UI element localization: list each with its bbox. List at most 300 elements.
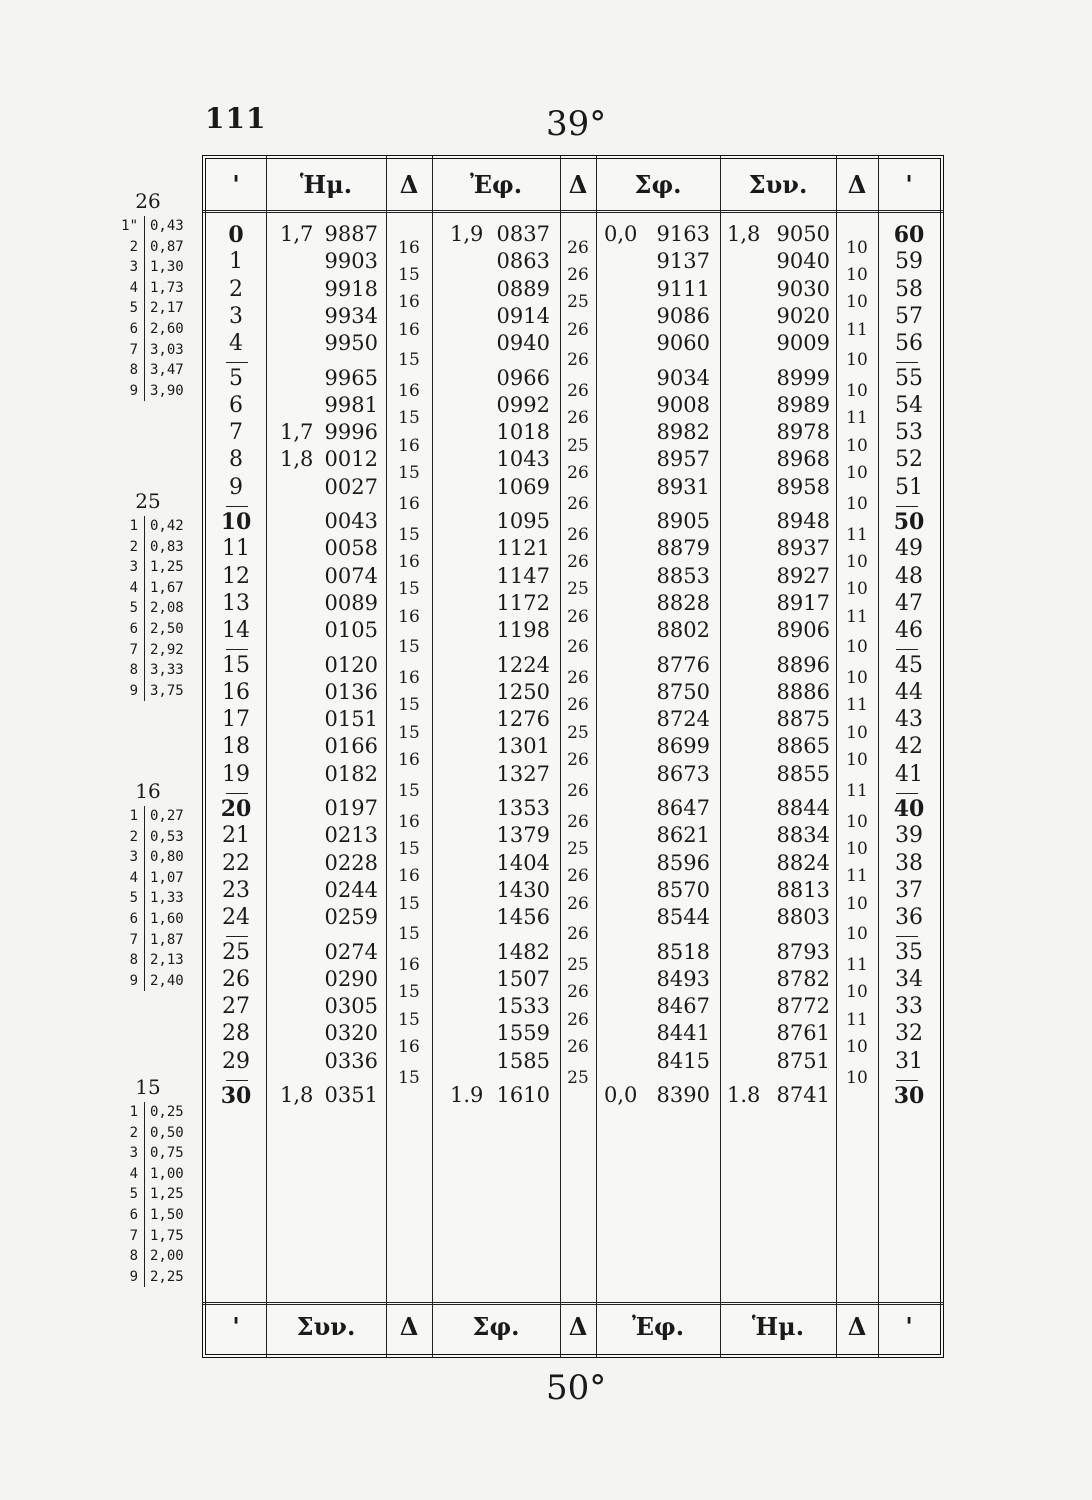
pp-seconds: 4 xyxy=(108,1164,145,1185)
pp-value: 1,73 xyxy=(150,279,184,296)
pp-row xyxy=(108,909,208,930)
footer-minute: ' xyxy=(232,1312,240,1341)
footer-cot: Σφ. xyxy=(472,1312,520,1341)
cot-cell: 8931 xyxy=(656,474,710,499)
footer-cos: Συν. xyxy=(296,1312,356,1341)
pp-value: 1,25 xyxy=(150,559,184,576)
pp-value: 0,42 xyxy=(150,518,184,534)
pp-row xyxy=(108,537,208,558)
cos-cell: 8844 xyxy=(776,796,830,820)
cos-cell: 8927 xyxy=(776,563,830,588)
delta-sin-cell: 15 xyxy=(398,924,420,945)
pp-seconds: 1 xyxy=(108,806,145,827)
column-rule xyxy=(266,155,267,1358)
tan-cell: 0992 xyxy=(496,392,550,417)
minute-right-cell: 34 xyxy=(895,966,923,992)
footer-delta-3: Δ xyxy=(847,1312,867,1341)
delta-tan-cell: 26 xyxy=(567,668,589,689)
sin-prefix: 1,7 xyxy=(280,420,314,445)
delta-cos-cell: 11 xyxy=(846,955,868,976)
delta-cos-cell: 11 xyxy=(846,866,868,887)
pp-value: 2,00 xyxy=(150,1248,184,1265)
cot-cell: 9008 xyxy=(656,392,710,417)
tan-cell: 1043 xyxy=(496,447,550,472)
delta-cos-cell: 11 xyxy=(846,695,868,716)
header-sin: Ἡμ. xyxy=(299,170,353,199)
minute-cell: 6 xyxy=(229,392,243,418)
cot-cell: 8596 xyxy=(656,850,710,875)
sin-cell: 0166 xyxy=(324,734,378,759)
delta-cos-cell: 10 xyxy=(846,811,868,832)
sin-cell: 0089 xyxy=(324,590,378,615)
pp-row xyxy=(108,868,208,889)
delta-cos-cell: 10 xyxy=(846,292,868,313)
tan-prefix: 1.9 xyxy=(450,1083,484,1107)
minute-cell: 1 xyxy=(229,249,243,275)
minute-cell: 30 xyxy=(220,1083,252,1109)
group-dash xyxy=(226,793,248,794)
delta-tan-cell: 25 xyxy=(567,1067,589,1088)
cos-cell: 8855 xyxy=(776,761,830,786)
group-dash xyxy=(226,506,248,507)
sin-cell: 0074 xyxy=(324,563,378,588)
delta-sin-cell: 15 xyxy=(398,695,420,716)
pp-seconds: 7 xyxy=(108,340,145,361)
pp-row xyxy=(108,381,208,402)
delta-tan-cell: 26 xyxy=(567,780,589,801)
minute-right-cell: 43 xyxy=(895,707,923,733)
cot-cell: 8415 xyxy=(656,1048,710,1073)
pp-row xyxy=(108,1226,208,1247)
pp-value: 2,50 xyxy=(150,620,184,637)
pp-value: 1,50 xyxy=(150,1206,184,1223)
pp-seconds: 5 xyxy=(108,1184,145,1205)
delta-sin-cell: 16 xyxy=(398,1037,420,1058)
pp-seconds: 7 xyxy=(108,1226,145,1247)
header-rule xyxy=(202,210,944,213)
cos-cell: 9050 xyxy=(776,222,830,246)
delta-tan-cell: 26 xyxy=(567,893,589,914)
pp-seconds: 5 xyxy=(108,888,145,909)
cot-cell: 8621 xyxy=(656,823,710,848)
pp-seconds: 3 xyxy=(108,847,145,868)
delta-tan-cell: 25 xyxy=(567,955,589,976)
group-dash xyxy=(896,793,918,794)
delta-tan-cell: 26 xyxy=(567,1009,589,1030)
header-cot: Σφ. xyxy=(634,170,682,199)
tan-cell: 1198 xyxy=(496,618,550,643)
pp-row xyxy=(108,578,208,599)
degree-top: 39° xyxy=(546,104,607,144)
delta-sin-cell: 16 xyxy=(398,750,420,771)
tan-cell: 1533 xyxy=(496,994,550,1019)
delta-cos-cell: 10 xyxy=(846,838,868,859)
delta-sin-cell: 15 xyxy=(398,463,420,484)
pp-diff-label: 26 xyxy=(135,189,161,213)
minute-right-cell: 38 xyxy=(895,850,923,876)
delta-tan-cell: 26 xyxy=(567,493,589,514)
minute-cell: 7 xyxy=(229,420,243,446)
pp-value: 2,40 xyxy=(150,972,184,989)
minute-cell: 8 xyxy=(229,447,243,473)
pp-row xyxy=(108,257,208,278)
minute-cell: 24 xyxy=(222,905,250,931)
cot-cell: 8853 xyxy=(656,563,710,588)
pp-row xyxy=(108,1123,208,1144)
minute-right-cell: 60 xyxy=(893,222,925,248)
cot-cell: 8957 xyxy=(656,447,710,472)
cos-cell: 8761 xyxy=(776,1021,830,1046)
delta-sin-cell: 15 xyxy=(398,408,420,429)
tan-cell: 1430 xyxy=(496,877,550,902)
pp-row xyxy=(108,827,208,848)
header-delta-3: Δ xyxy=(847,170,867,199)
minute-cell: 29 xyxy=(222,1048,250,1074)
delta-cos-cell: 10 xyxy=(846,637,868,658)
cot-cell: 9111 xyxy=(656,276,710,301)
footer-rule xyxy=(202,1302,944,1305)
group-dash xyxy=(896,1080,918,1081)
pp-value: 3,90 xyxy=(150,382,184,399)
delta-sin-cell: 16 xyxy=(398,292,420,313)
pp-value: 2,60 xyxy=(150,320,184,337)
minute-cell: 10 xyxy=(220,509,252,535)
pp-value: 1,67 xyxy=(150,579,184,596)
minute-cell: 28 xyxy=(222,1021,250,1047)
tan-cell: 1456 xyxy=(496,905,550,930)
pp-seconds: 8 xyxy=(108,660,145,681)
cot-cell: 8493 xyxy=(656,966,710,991)
minute-cell: 15 xyxy=(222,652,250,678)
footer-tan: Ἐφ. xyxy=(631,1312,685,1341)
cot-cell: 8879 xyxy=(656,536,710,561)
delta-tan-cell: 25 xyxy=(567,722,589,743)
pp-seconds: 9 xyxy=(108,1267,145,1288)
delta-tan-cell: 26 xyxy=(567,750,589,771)
header-delta-2: Δ xyxy=(568,170,588,199)
sin-cell: 9996 xyxy=(324,420,378,445)
delta-tan-cell: 25 xyxy=(567,292,589,313)
minute-right-cell: 46 xyxy=(895,618,923,644)
delta-tan-cell: 26 xyxy=(567,866,589,887)
group-dash xyxy=(226,362,248,363)
cos-cell: 8978 xyxy=(776,420,830,445)
tan-cell: 1379 xyxy=(496,823,550,848)
cos-cell: 8917 xyxy=(776,590,830,615)
delta-sin-cell: 16 xyxy=(398,668,420,689)
delta-cos-cell: 10 xyxy=(846,264,868,285)
delta-cos-cell: 10 xyxy=(846,750,868,771)
sin-prefix: 1,8 xyxy=(280,1083,314,1107)
delta-tan-cell: 25 xyxy=(567,579,589,600)
pp-row xyxy=(108,1246,208,1267)
pp-value: 1,33 xyxy=(150,890,184,907)
tan-cell: 1121 xyxy=(496,536,550,561)
sin-cell: 0305 xyxy=(324,994,378,1019)
delta-sin-cell: 15 xyxy=(398,524,420,545)
header-minute: ' xyxy=(232,170,240,199)
pp-value: 1,00 xyxy=(150,1165,184,1182)
pp-value: 0,53 xyxy=(150,828,184,845)
tan-cell: 0837 xyxy=(496,222,550,246)
tan-cell: 1404 xyxy=(496,850,550,875)
pp-seconds: 1 xyxy=(108,1102,145,1123)
delta-tan-cell: 26 xyxy=(567,924,589,945)
pp-seconds: 6 xyxy=(108,909,145,930)
cos-cell: 8896 xyxy=(776,652,830,677)
pp-diff-label: 25 xyxy=(135,489,161,513)
tan-cell: 1610 xyxy=(496,1083,550,1107)
pp-row xyxy=(108,806,208,827)
pp-diff-label: 15 xyxy=(135,1075,161,1099)
delta-cos-cell: 10 xyxy=(846,551,868,572)
delta-sin-cell: 15 xyxy=(398,722,420,743)
pp-seconds: 7 xyxy=(108,640,145,661)
pp-seconds: 1 xyxy=(108,516,145,537)
pp-row xyxy=(108,681,208,702)
minute-cell: 4 xyxy=(229,331,243,357)
pp-row xyxy=(108,847,208,868)
minute-cell: 19 xyxy=(222,761,250,787)
sin-cell: 0197 xyxy=(324,796,378,820)
column-rule xyxy=(432,155,433,1358)
column-rule xyxy=(596,155,597,1358)
pp-row xyxy=(108,640,208,661)
minute-cell: 3 xyxy=(229,303,243,329)
minute-cell: 23 xyxy=(222,877,250,903)
pp-row xyxy=(108,930,208,951)
pp-seconds: 6 xyxy=(108,319,145,340)
delta-tan-cell: 26 xyxy=(567,524,589,545)
sin-cell: 9934 xyxy=(324,303,378,328)
sin-prefix: 1,8 xyxy=(280,447,314,472)
cot-cell: 9137 xyxy=(656,249,710,274)
delta-cos-cell: 10 xyxy=(846,893,868,914)
pp-row xyxy=(108,1164,208,1185)
pp-seconds: 2 xyxy=(108,1123,145,1144)
delta-tan-cell: 26 xyxy=(567,264,589,285)
delta-cos-cell: 10 xyxy=(846,237,868,258)
cos-prefix: 1,8 xyxy=(727,222,761,246)
delta-sin-cell: 15 xyxy=(398,1009,420,1030)
sin-cell: 0012 xyxy=(324,447,378,472)
tan-cell: 1482 xyxy=(496,939,550,964)
delta-tan-cell: 26 xyxy=(567,381,589,402)
tan-cell: 1069 xyxy=(496,474,550,499)
delta-tan-cell: 25 xyxy=(567,838,589,859)
delta-tan-cell: 26 xyxy=(567,695,589,716)
pp-value: 3,03 xyxy=(150,341,184,358)
cos-cell: 8772 xyxy=(776,994,830,1019)
pp-seconds: 3 xyxy=(108,1143,145,1164)
sin-cell: 0136 xyxy=(324,679,378,704)
minute-right-cell: 35 xyxy=(895,939,923,965)
minute-cell: 5 xyxy=(229,365,243,391)
pp-row xyxy=(108,360,208,381)
column-rule xyxy=(878,155,879,1358)
minute-cell: 14 xyxy=(222,618,250,644)
minute-right-cell: 56 xyxy=(895,331,923,357)
minute-cell: 17 xyxy=(222,707,250,733)
sin-cell: 0290 xyxy=(324,966,378,991)
delta-cos-cell: 10 xyxy=(846,463,868,484)
tan-cell: 0966 xyxy=(496,365,550,390)
cot-cell: 8982 xyxy=(656,420,710,445)
minute-cell: 20 xyxy=(220,796,252,822)
minute-cell: 12 xyxy=(222,563,250,589)
pp-row xyxy=(108,619,208,640)
proportional-parts-block xyxy=(108,776,208,991)
minute-cell: 13 xyxy=(222,590,250,616)
minute-right-cell: 37 xyxy=(895,877,923,903)
minute-right-cell: 47 xyxy=(895,590,923,616)
header-cos: Συν. xyxy=(748,170,808,199)
pp-value: 2,92 xyxy=(150,641,184,658)
delta-cos-cell: 10 xyxy=(846,435,868,456)
minute-cell: 27 xyxy=(222,994,250,1020)
delta-cos-cell: 10 xyxy=(846,579,868,600)
sin-cell: 0058 xyxy=(324,536,378,561)
cos-cell: 8782 xyxy=(776,966,830,991)
pp-row xyxy=(108,888,208,909)
pp-row xyxy=(108,298,208,319)
delta-tan-cell: 26 xyxy=(567,463,589,484)
pp-seconds: 3 xyxy=(108,557,145,578)
pp-value: 0,80 xyxy=(150,849,184,866)
pp-row xyxy=(108,660,208,681)
delta-tan-cell: 26 xyxy=(567,350,589,371)
sin-cell: 9887 xyxy=(324,222,378,246)
delta-sin-cell: 16 xyxy=(398,493,420,514)
pp-seconds: 2 xyxy=(108,237,145,258)
pp-value: 2,13 xyxy=(150,952,184,969)
delta-cos-cell: 10 xyxy=(846,350,868,371)
cot-prefix: 0,0 xyxy=(604,222,638,246)
minute-cell: 18 xyxy=(222,734,250,760)
cot-cell: 8699 xyxy=(656,734,710,759)
minute-right-cell: 57 xyxy=(895,303,923,329)
delta-sin-cell: 16 xyxy=(398,606,420,627)
pp-value: 0,27 xyxy=(150,808,184,824)
pp-value: 1,30 xyxy=(150,259,184,276)
minute-right-cell: 45 xyxy=(895,652,923,678)
proportional-parts-block xyxy=(108,486,208,701)
delta-cos-cell: 10 xyxy=(846,722,868,743)
pp-row xyxy=(108,340,208,361)
cos-cell: 8865 xyxy=(776,734,830,759)
sin-cell: 0336 xyxy=(324,1048,378,1073)
delta-tan-cell: 26 xyxy=(567,811,589,832)
tan-cell: 1250 xyxy=(496,679,550,704)
cos-cell: 8824 xyxy=(776,850,830,875)
column-rule xyxy=(386,155,387,1358)
delta-sin-cell: 15 xyxy=(398,264,420,285)
pp-row xyxy=(108,237,208,258)
tan-cell: 0863 xyxy=(496,249,550,274)
delta-sin-cell: 16 xyxy=(398,955,420,976)
delta-sin-cell: 16 xyxy=(398,866,420,887)
cos-cell: 9040 xyxy=(776,249,830,274)
minute-right-cell: 54 xyxy=(895,392,923,418)
pp-row xyxy=(108,1184,208,1205)
delta-cos-cell: 10 xyxy=(846,668,868,689)
cot-cell: 8802 xyxy=(656,618,710,643)
sin-cell: 0151 xyxy=(324,707,378,732)
pp-value: 0,87 xyxy=(150,238,184,255)
cos-cell: 8968 xyxy=(776,447,830,472)
delta-cos-cell: 10 xyxy=(846,924,868,945)
minute-right-cell: 42 xyxy=(895,734,923,760)
delta-sin-cell: 15 xyxy=(398,1067,420,1088)
pp-value: 1,60 xyxy=(150,910,184,927)
pp-row xyxy=(108,216,208,237)
delta-cos-cell: 11 xyxy=(846,1009,868,1030)
delta-sin-cell: 15 xyxy=(398,579,420,600)
cot-cell: 8570 xyxy=(656,877,710,902)
minute-cell: 2 xyxy=(229,276,243,302)
delta-cos-cell: 10 xyxy=(846,381,868,402)
cot-cell: 8544 xyxy=(656,905,710,930)
delta-sin-cell: 15 xyxy=(398,838,420,859)
footer-minute-right: ' xyxy=(905,1312,913,1341)
cot-cell: 8776 xyxy=(656,652,710,677)
cos-cell: 8803 xyxy=(776,905,830,930)
delta-cos-cell: 11 xyxy=(846,606,868,627)
header-minute-right: ' xyxy=(905,170,913,199)
minute-right-cell: 33 xyxy=(895,994,923,1020)
delta-cos-cell: 11 xyxy=(846,319,868,340)
cos-cell: 8989 xyxy=(776,392,830,417)
footer-sin: Ἡμ. xyxy=(751,1312,805,1341)
cos-cell: 8793 xyxy=(776,939,830,964)
pp-seconds: 2 xyxy=(108,537,145,558)
cos-cell: 8948 xyxy=(776,509,830,533)
minute-right-cell: 52 xyxy=(895,447,923,473)
sin-cell: 0120 xyxy=(324,652,378,677)
cos-prefix: 1.8 xyxy=(727,1083,761,1107)
pp-row xyxy=(108,557,208,578)
cos-cell: 8906 xyxy=(776,618,830,643)
sin-cell: 0244 xyxy=(324,877,378,902)
cos-cell: 9020 xyxy=(776,303,830,328)
group-dash xyxy=(226,1080,248,1081)
sin-cell: 0213 xyxy=(324,823,378,848)
delta-sin-cell: 15 xyxy=(398,982,420,1003)
sin-prefix: 1,7 xyxy=(280,222,314,246)
sin-cell: 0043 xyxy=(324,509,378,533)
cot-cell: 8828 xyxy=(656,590,710,615)
cos-cell: 8741 xyxy=(776,1083,830,1107)
pp-seconds: 4 xyxy=(108,868,145,889)
minute-right-cell: 50 xyxy=(893,509,925,535)
pp-seconds: 4 xyxy=(108,278,145,299)
delta-tan-cell: 25 xyxy=(567,435,589,456)
delta-sin-cell: 16 xyxy=(398,551,420,572)
delta-tan-cell: 26 xyxy=(567,319,589,340)
cot-cell: 8647 xyxy=(656,796,710,820)
pp-row xyxy=(108,319,208,340)
sin-cell: 0182 xyxy=(324,761,378,786)
cot-cell: 8750 xyxy=(656,679,710,704)
sin-cell: 9950 xyxy=(324,331,378,356)
delta-tan-cell: 26 xyxy=(567,637,589,658)
cot-cell: 8724 xyxy=(656,707,710,732)
header-tan: Ἐφ. xyxy=(469,170,523,199)
delta-tan-cell: 26 xyxy=(567,982,589,1003)
delta-tan-cell: 26 xyxy=(567,606,589,627)
cot-cell: 9163 xyxy=(656,222,710,246)
cot-cell: 8390 xyxy=(656,1083,710,1107)
